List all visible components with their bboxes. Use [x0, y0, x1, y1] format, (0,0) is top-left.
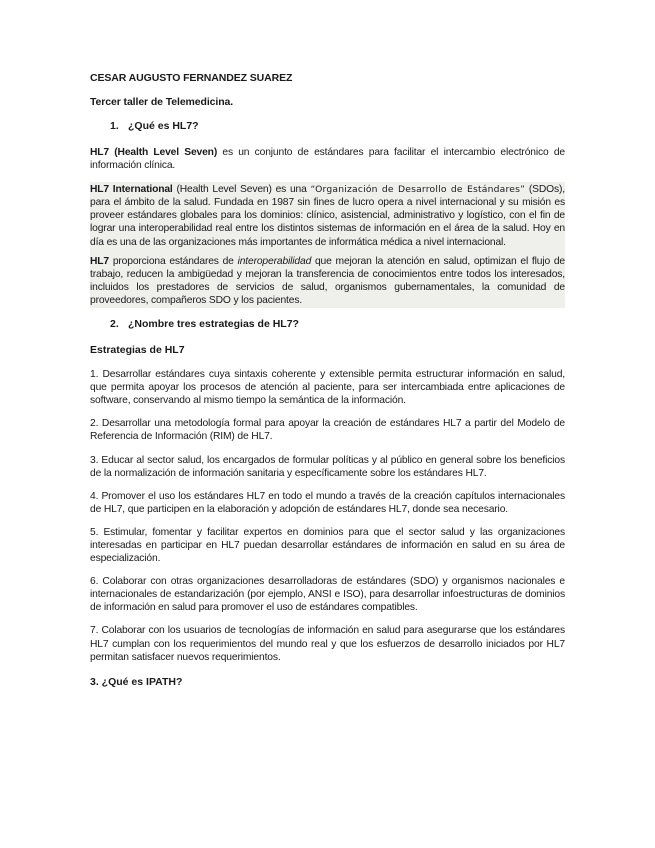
question-2-number: 2.	[110, 318, 119, 331]
paragraph-hl7-interoperability-mid: proporciona estándares de	[109, 255, 238, 267]
paragraph-hl7-international-mid: (Health Level Seven) es una	[172, 184, 311, 196]
strategy-item: 2. Desarrollar una metodología formal para apoyar la creación de estándares HL7 a partir del Modelo de Referencia de Información (RIM) de HL7.	[90, 418, 565, 443]
paragraph-hl7-international-rest: (SDOs), para el ámbito de la salud. Fundada en 1987 sin fines de lucro opera a nivel internacional y su misión es proveer estándares globales para los dominios: clínico, asistencial, administrativo y logístico, con el fin de lograr una interoperabilidad real entre los distintos sistemas de información en el área de la salud. Hoy en día es una de las organizaciones más importantes de informática médica a nivel internacional.	[90, 184, 565, 248]
strategy-item: 7. Colaborar con los usuarios de tecnologías de información en salud para asegurarse que los estándares HL7 cumplan con los requerimientos del mundo real y que los esfuerzos de desarrollo iniciados por HL7 permitan satisfacer nuevos requerimientos.	[90, 625, 565, 663]
paragraph-hl7-interoperability-rest: que mejoran la atención en salud, optimizan el flujo de trabajo, reducen la ambigüedad y mejoran la transferencia de conocimientos entre todos los interesados, incluidos los prestadores de servicios de salud, organismos gubernamentales, la comunidad de proveedores, compañeros SDO y los pacientes.	[90, 255, 565, 306]
paragraph-hl7-international-bold: HL7 International	[90, 184, 173, 196]
strategy-item: 1. Desarrollar estándares cuya sintaxis coherente y extensible permita estructurar información en salud, que permita apoyar los procesos de atención al paciente, para ser intercambiada entre aplicaciones de software, conservando al mismo tiempo la semántica de la información.	[90, 369, 565, 407]
strategy-item: 5. Estimular, fomentar y facilitar expertos en dominios para que el sector salud y las organizaciones interesadas en participar en HL7 puedan desarrollar estándares de información en salud en su área de especialización.	[90, 526, 565, 565]
paragraph-hl7-definition-bold: HL7 (Health Level Seven)	[90, 147, 218, 158]
strategy-item: 6. Colaborar con otras organizaciones desarrolladoras de estándares (SDO) y organismos nacionales e internacionales de estandarización (por ejemplo, ANSI e ISO), para desarrollar infoestructuras de dominios de información en salud para promover el uso de estándares compatibles.	[90, 576, 565, 614]
paragraph-hl7-international-quoted: “Organización de Desarrollo de Estándares”	[310, 184, 526, 196]
paragraph-hl7-definition-rest: es un conjunto de estándares para facilitar el intercambio electrónico de información clínica.	[90, 147, 565, 172]
question-1-text: ¿Qué es HL7?	[128, 120, 199, 132]
paragraph-hl7-definition	[90, 146, 565, 172]
workshop-title: Tercer taller de Telemedicina.	[90, 96, 234, 108]
question-3: 3. ¿Qué es IPATH?	[90, 675, 183, 688]
author-name: CESAR AUGUSTO FERNANDEZ SUAREZ	[90, 72, 293, 84]
paragraph-hl7-interoperability-bold: HL7	[90, 255, 110, 267]
strategy-item: 4. Promover el uso los estándares HL7 en todo el mundo a través de la creación capítulos internacionales de HL7, que participen en la elaboración y adopción de estándares HL7, donde sea necesario.	[90, 490, 565, 515]
shaded-block	[90, 182, 565, 308]
question-2	[90, 318, 565, 330]
paragraph-hl7-interoperability	[90, 255, 565, 307]
strategy-item: 3. Educar al sector salud, los encargados de formular políticas y al público en general sobre los beneficios de la normalización de información sanitaria y específicamente sobre los estándares HL7.	[90, 454, 565, 479]
paragraph-hl7-international	[90, 183, 565, 248]
question-1	[90, 120, 565, 132]
question-1-number: 1.	[110, 120, 119, 132]
paragraph-hl7-interoperability-italic: interoperabilidad	[237, 255, 312, 267]
question-2-text: ¿Nombre tres estrategias de HL7?	[128, 318, 299, 331]
strategies-heading: Estrategias de HL7	[90, 344, 185, 357]
